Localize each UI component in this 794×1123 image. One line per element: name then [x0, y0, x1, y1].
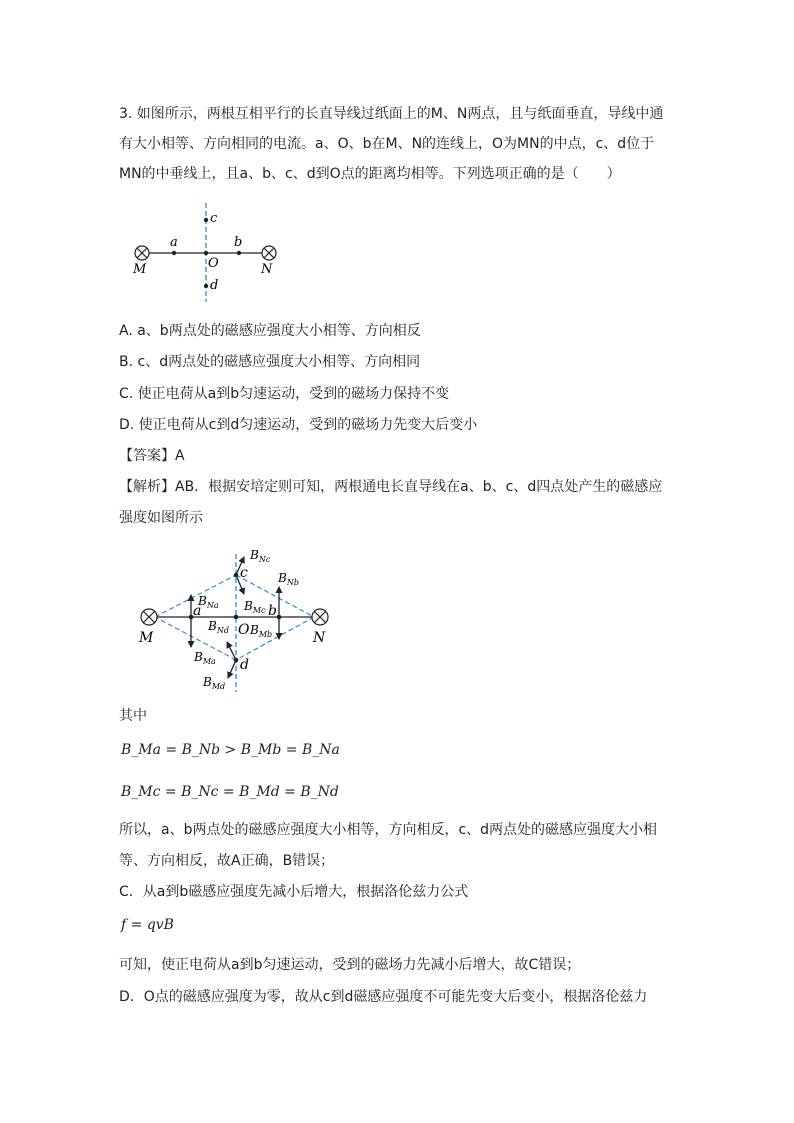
wire-m-symbol: [135, 246, 149, 260]
point-d: [204, 284, 208, 288]
label-o: O: [208, 256, 219, 271]
equation-2: B_Mc = B_Nc = B_Md = B_Nd: [121, 784, 339, 800]
label-a: a: [193, 603, 202, 619]
label-a: a: [170, 235, 178, 250]
option-c: C. 使正电荷从a到b匀速运动，受到的磁场力保持不变: [119, 386, 450, 402]
label-b-na: $B_{Na}$: [198, 594, 219, 610]
point-o: [234, 615, 239, 620]
point-a: [172, 251, 176, 255]
analysis-zhongzhong: 其中: [119, 708, 147, 724]
point-b: [237, 251, 241, 255]
label-b: b: [268, 603, 277, 619]
question-line-3: MN的中垂线上，且a、b、c、d到O点的距离均相等。下列选项正确的是（ ）: [119, 166, 621, 182]
question-line-2: 有大小相等、方向相同的电流。a、O、b在M、N的连线上，O为MN的中点，c、d位于: [119, 136, 655, 152]
analysis-line-1: 【解析】AB．根据安培定则可知，两根通电长直导线在a、b、c、d四点处产生的磁感应: [119, 479, 663, 495]
analysis-line-4: 等、方向相反，故A正确，B错误；: [119, 853, 335, 869]
figure-2-field-diagram: [130, 542, 340, 697]
label-d: d: [210, 278, 219, 293]
analysis-line-7: D．O点的磁感应强度为零，故从c到d磁感应强度不可能先变大后变小，根据洛伦兹力: [119, 989, 648, 1005]
label-b-nc: $B_{Nc}$: [250, 548, 271, 564]
label-o: O: [238, 622, 250, 638]
label-d: d: [240, 657, 249, 673]
label-b-mc: $B_{Mc}$: [244, 599, 266, 615]
analysis-line-6: 可知，使正电荷从a到b匀速运动，受到的磁场力先减小后增大，故C错误；: [119, 957, 581, 973]
label-b-nb: $B_{Nb}$: [278, 571, 299, 587]
analysis-line-2: 强度如图所示: [119, 510, 203, 526]
analysis-line-3: 所以，a、b两点处的磁感应强度大小相等，方向相反，c、d两点处的磁感应强度大小相: [119, 822, 658, 838]
label-m: M: [139, 630, 154, 646]
label-n: N: [313, 630, 326, 646]
analysis-line-5: C．从a到b磁感应强度先减小后增大，根据洛伦兹力公式: [119, 884, 469, 900]
wire-n-symbol: [262, 246, 276, 260]
point-c: [204, 218, 208, 222]
formula-lorentz: f = qvB: [121, 917, 174, 933]
label-b: b: [234, 235, 243, 250]
label-c: c: [240, 565, 248, 581]
figure-1-wire-diagram: [130, 200, 290, 305]
wire-n-symbol: [312, 609, 328, 625]
question-line-1: 3. 如图所示，两根互相平行的长直导线过纸面上的M、N两点，且与纸面垂直，导线中通: [119, 106, 664, 122]
label-b-md: $B_{Md}$: [203, 675, 226, 691]
wire-m-symbol: [141, 609, 157, 625]
label-b-ma: $B_{Ma}$: [194, 650, 216, 666]
label-m: M: [133, 262, 147, 277]
answer-line: 【答案】A: [119, 448, 185, 464]
label-b-nd: $B_{Nd}$: [208, 619, 229, 635]
option-d: D. 使正电荷从c到d匀速运动，受到的磁场力先变大后变小: [119, 417, 478, 433]
option-b: B. c、d两点处的磁感应强度大小相等、方向相同: [119, 354, 421, 370]
equation-1: B_Ma = B_Nb > B_Mb = B_Na: [121, 742, 340, 758]
label-n: N: [261, 262, 273, 277]
option-a: A. a、b两点处的磁感应强度大小相等、方向相反: [119, 323, 421, 339]
arrow-b-md: [228, 660, 236, 678]
point-o: [204, 251, 208, 255]
arrow-b-nd: [227, 642, 236, 660]
label-c: c: [210, 211, 218, 226]
label-b-mb: $B_{Mb}$: [250, 623, 273, 639]
